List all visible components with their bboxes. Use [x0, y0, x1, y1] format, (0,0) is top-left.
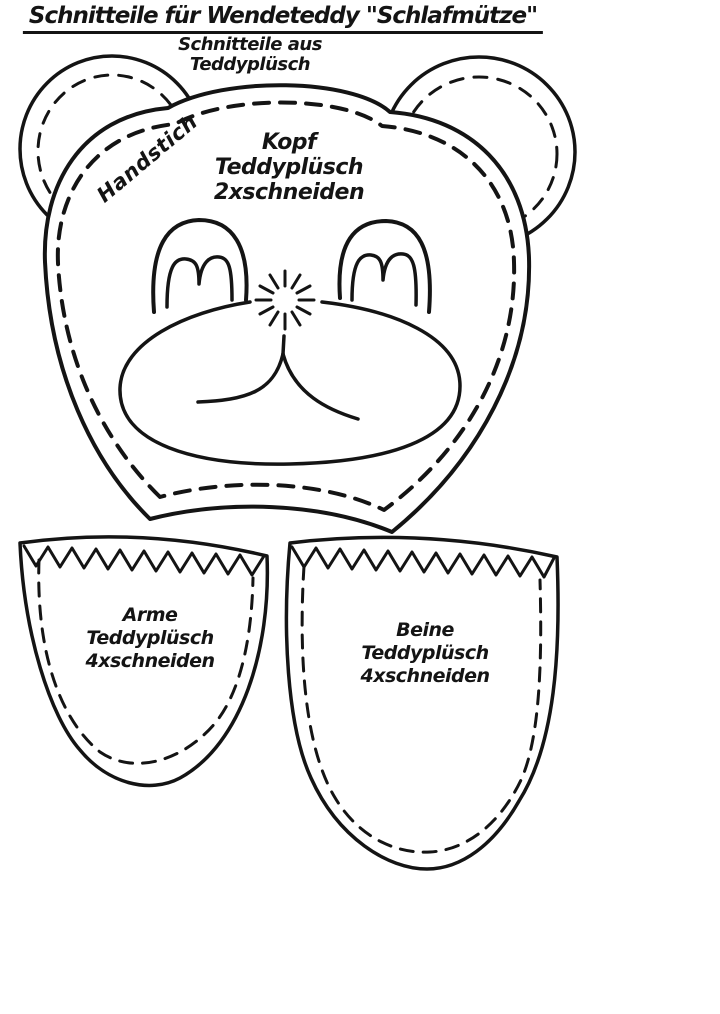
- arms-piece-name: Arme: [122, 604, 178, 626]
- page-title: Schnitteile für Wendeteddy "Schlafmütze": [23, 3, 543, 34]
- head-piece-label: [214, 131, 364, 206]
- head-piece-name: Kopf: [261, 130, 317, 155]
- handstich-label: Handstich: [92, 109, 203, 208]
- legs-piece: [286, 537, 558, 869]
- legs-piece-name: Beine: [396, 619, 454, 641]
- legs-piece-label: [360, 619, 489, 687]
- subtitle-line1: Schnitteile aus: [178, 34, 322, 55]
- head-piece-cut: 2xschneiden: [213, 179, 365, 205]
- head-piece-material: Teddyplüsch: [214, 154, 364, 180]
- head-piece: [20, 53, 575, 532]
- arms-piece-material: Teddyplüsch: [86, 626, 214, 649]
- arms-piece-cut: 4xschneiden: [85, 649, 215, 672]
- subtitle-line2: Teddyplüsch: [189, 53, 311, 75]
- legs-outline: [286, 537, 558, 869]
- legs-piece-material: Teddyplüsch: [361, 641, 489, 664]
- page-subtitle: [178, 35, 322, 75]
- legs-piece-cut: 4xschneiden: [360, 664, 490, 687]
- arms-piece-label: [85, 604, 214, 672]
